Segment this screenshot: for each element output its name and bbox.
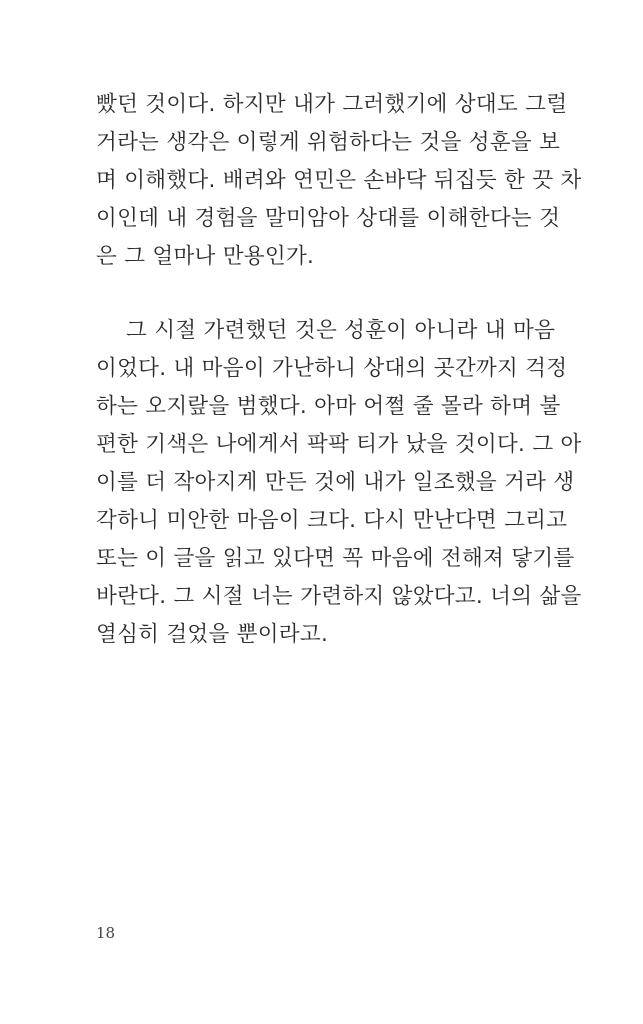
text-line: 각하니 미안한 마음이 크다. 다시 만난다면 그리고: [96, 508, 568, 533]
text-line: 바란다. 그 시절 너는 가련하지 않았다고. 너의 삶을: [96, 584, 582, 609]
text-line: 며 이해했다. 배려와 연민은 손바닥 뒤집듯 한 끗 차: [96, 168, 582, 193]
body-text: [96, 86, 582, 654]
text-line: 편한 기색은 나에게서 팍팍 티가 났을 것이다. 그 아: [96, 432, 582, 457]
text-line: 이를 더 작아지게 만든 것에 내가 일조했을 거라 생: [96, 470, 575, 495]
paragraph-spacer: [96, 276, 536, 312]
paragraph-1: [96, 86, 582, 276]
text-line: 이인데 내 경험을 말미암아 상대를 이해한다는 것: [96, 206, 561, 231]
paragraph-2: [96, 312, 582, 654]
text-line: 그 시절 가련했던 것은 성훈이 아니라 내 마음: [126, 318, 556, 343]
page-number: 18: [96, 924, 116, 942]
text-line: 이었다. 내 마음이 가난하니 상대의 곳간까지 걱정: [96, 356, 568, 381]
text-line: 하는 오지랖을 범했다. 아마 어쩔 줄 몰라 하며 불: [96, 394, 561, 419]
text-line: 거라는 생각은 이렇게 위험하다는 것을 성훈을 보: [96, 130, 561, 155]
text-line: 또는 이 글을 읽고 있다면 꼭 마음에 전해져 닿기를: [96, 546, 575, 571]
text-line: 은 그 얼마나 만용인가.: [96, 244, 315, 269]
text-line: 빴던 것이다. 하지만 내가 그러했기에 상대도 그럴: [96, 92, 568, 117]
text-line: 열심히 걸었을 뿐이라고.: [96, 622, 329, 647]
